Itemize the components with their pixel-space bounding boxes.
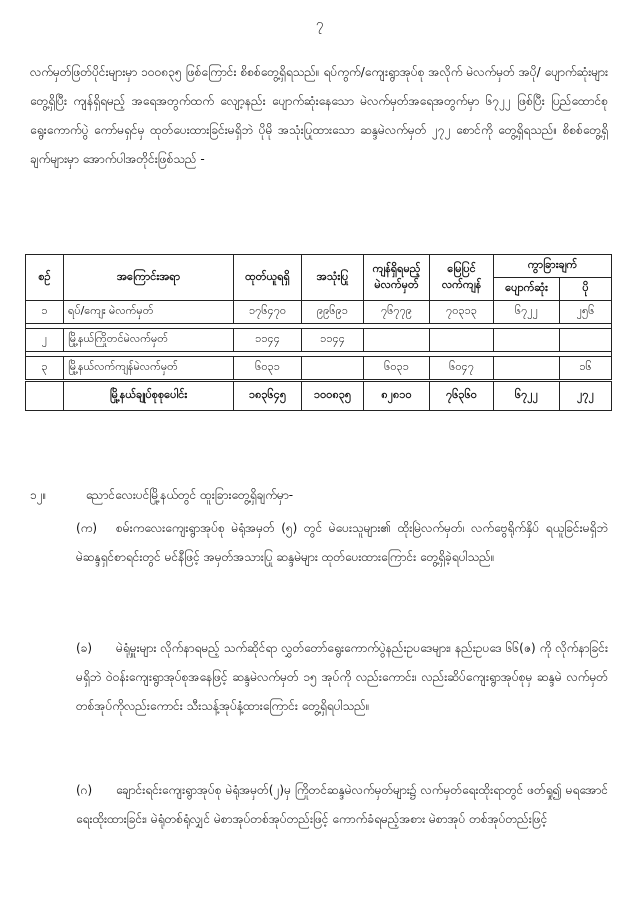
cell-sr: ၃ — [26, 357, 64, 381]
cell-actual-remain: ၆၀၄၇ — [430, 357, 494, 381]
finding-item — [76, 514, 608, 572]
cell-actual-remain — [430, 329, 494, 352]
cell-should-remain: ၆၀၃၁ — [364, 357, 430, 381]
cell-received: ၁၇၆၄၇၀ — [234, 301, 302, 324]
finding-title: ညောင်လေးပင်မြို့နယ်တွင် ထူးခြားတွေ့ရှိချက်မှာ- — [85, 488, 294, 502]
finding-item-label: (က) — [76, 521, 98, 535]
header-received: ထုတ်ယူရရှိ — [234, 255, 302, 301]
header-difference: ကွာခြားချက် — [494, 255, 612, 278]
finding-item-text: မဲရုံမှူးများ လိုက်နာရမည့် သက်ဆိုင်ရာ လွှတ်တော်ရွေးကောက်ပွဲနည်းဥပဒေများ၊ နည်းဥပဒေ ၆၆(ဇ) ကို လိုက်နာခြင်းမရှိဘဲ ဝဲဝန်းကျေးရွာအုပ်စုအနေဖြင့် ဆန္ဒမဲလက်မှတ် ၁၅ အုပ်ကို လည်းကောင်း၊ လည်းဆိပ်ကျေးရွာအုပ်စုမှ ဆန္ဒမဲ လက်မှတ်တစ်အုပ်ကိုလည်းကောင်း သီးသန့်အုပ်နံ့ထားကြောင်း တွေ့ရှိရပါသည်။ — [76, 641, 608, 713]
cell-used: ၉၉၆၉၁ — [302, 301, 364, 324]
finding-item-text: စမ်းကလေးကျေးရွာအုပ်စု မဲရုံအမှတ် (၅) တွင် မဲပေးသူများ၏ ထိုးမြဲလက်မှတ်၊ လက်ဗွေရိုက်နှိပ် ရယူခြင်းမရှိဘဲ မဲဆန္ဒရှင်စာရင်းတွင် မင်နီဖြင့် အမှတ်အသားပြု ဆန္ဒမဲများ ထုတ်ပေးထားကြောင်း တွေ့ရှိခဲ့ရပါသည်။ — [76, 521, 608, 564]
total-received: ၁၈၃၆၄၅ — [234, 381, 302, 411]
cell-should-remain: ၇၆၇၇၉ — [364, 301, 430, 324]
header-sr: စဉ် — [26, 255, 64, 301]
total-used: ၁၀၀၈၃၅ — [302, 381, 364, 411]
cell-extra: ၂၅၆ — [560, 301, 612, 324]
finding-item-label: (ခ) — [76, 641, 93, 655]
ballot-summary-table — [25, 254, 612, 411]
header-description: အကြောင်းအရာ — [64, 255, 234, 301]
header-should-remain: ကျန်ရှိရမည့် မဲလက်မှတ် — [364, 255, 430, 301]
cell-lost — [494, 329, 560, 352]
total-label: မြို့နယ်ချုပ်စုစုပေါင်း — [64, 381, 234, 411]
cell-description: မြို့နယ်ကြိုတင်မဲလက်မှတ် — [64, 329, 234, 352]
intro-paragraph: လက်မှတ်ဖြတ်ပိုင်းများမှာ ၁၀၀၈၃၅ ဖြစ်ကြောင်း စိစစ်တွေ့ရှိရသည်။ ရပ်ကွက်/ကျေးရွာအုပ်စု အလိုက် မဲလက်မှတ် အပို/ ပျောက်ဆုံးများတွေ့ရှိပြီး ကျန်ရှိရမည့် အရေအတွက်ထက် လျော့နည်း ပျောက်ဆုံးနေသော မဲလက်မှတ်အရေအတွက်မှာ ၆၇၂၂ ဖြစ်ပြီး ပြည်ထောင်စုရွေးကောက်ပွဲ ကော်မရှင်မှ ထုတ်ပေးထားခြင်းမရှိဘဲ ပိုမို အသုံးပြုထားသော ဆန္ဒမဲလက်မှတ် ၂၇၂ စောင်ကို တွေ့ရှိရသည်။ စိစစ်တွေ့ရှိချက်များမှာ အောက်ပါအတိုင်းဖြစ်သည် - — [30, 65, 608, 166]
table-row — [26, 357, 612, 381]
cell-lost — [494, 357, 560, 381]
total-lost: ၆၇၂၂ — [494, 381, 560, 411]
cell-extra: ၁၆ — [560, 357, 612, 381]
cell-extra — [560, 329, 612, 352]
header-lost: ပျောက်ဆုံး — [494, 278, 560, 301]
cell-used — [302, 357, 364, 381]
finding-heading — [30, 482, 293, 508]
cell-sr: ၂ — [26, 329, 64, 352]
cell-description: မြို့နယ်လက်ကျန်မဲလက်မှတ် — [64, 357, 234, 381]
table-row — [26, 329, 612, 352]
finding-number: ၁၂။ — [30, 488, 47, 502]
header-actual-remain: မြေပြင် လက်ကျန် — [430, 255, 494, 301]
cell-received: ၆၀၃၁ — [234, 357, 302, 381]
total-extra: ၂၇၂ — [560, 381, 612, 411]
header-used: အသုံးပြု — [302, 255, 364, 301]
cell-should-remain — [364, 329, 430, 352]
page-number: ၇ — [315, 17, 324, 32]
header-extra: ပို — [560, 278, 612, 301]
cell-sr: ၁ — [26, 301, 64, 324]
finding-item — [76, 634, 608, 721]
cell-lost: ၆၇၂၂ — [494, 301, 560, 324]
cell-used: ၁၁၄၄ — [302, 329, 364, 352]
total-should-remain: ၈၂၈၁၀ — [364, 381, 430, 411]
cell-description: ရပ်/ကျေး မဲလက်မှတ် — [64, 301, 234, 324]
table-total-row — [26, 381, 612, 411]
finding-item-label: (ဂ) — [76, 783, 93, 797]
finding-item — [76, 776, 608, 834]
finding-item-text: ချောင်းရင်းကျေးရွာအုပ်စု မဲရုံအမှတ်(၂)မှ ကြိုတင်ဆန္ဒမဲလက်မှတ်များ၌ လက်မှတ်ရေးထိုးရာတွင် ဖတ်ရှု၍ မရအောင် ရေးထိုးထားခြင်း၊ မဲရုံတစ်ရုံလျှင် မဲစာအုပ်တစ်အုပ်တည်းဖြင့် ကောက်ခံရမည့်အစား မဲစာအုပ် တစ်အုပ်တည်းဖြင့် — [76, 783, 608, 826]
table-row — [26, 301, 612, 324]
cell-actual-remain: ၇၀၃၁၃ — [430, 301, 494, 324]
total-actual-remain: ၇၆၃၆၀ — [430, 381, 494, 411]
cell-received: ၁၁၄၄ — [234, 329, 302, 352]
